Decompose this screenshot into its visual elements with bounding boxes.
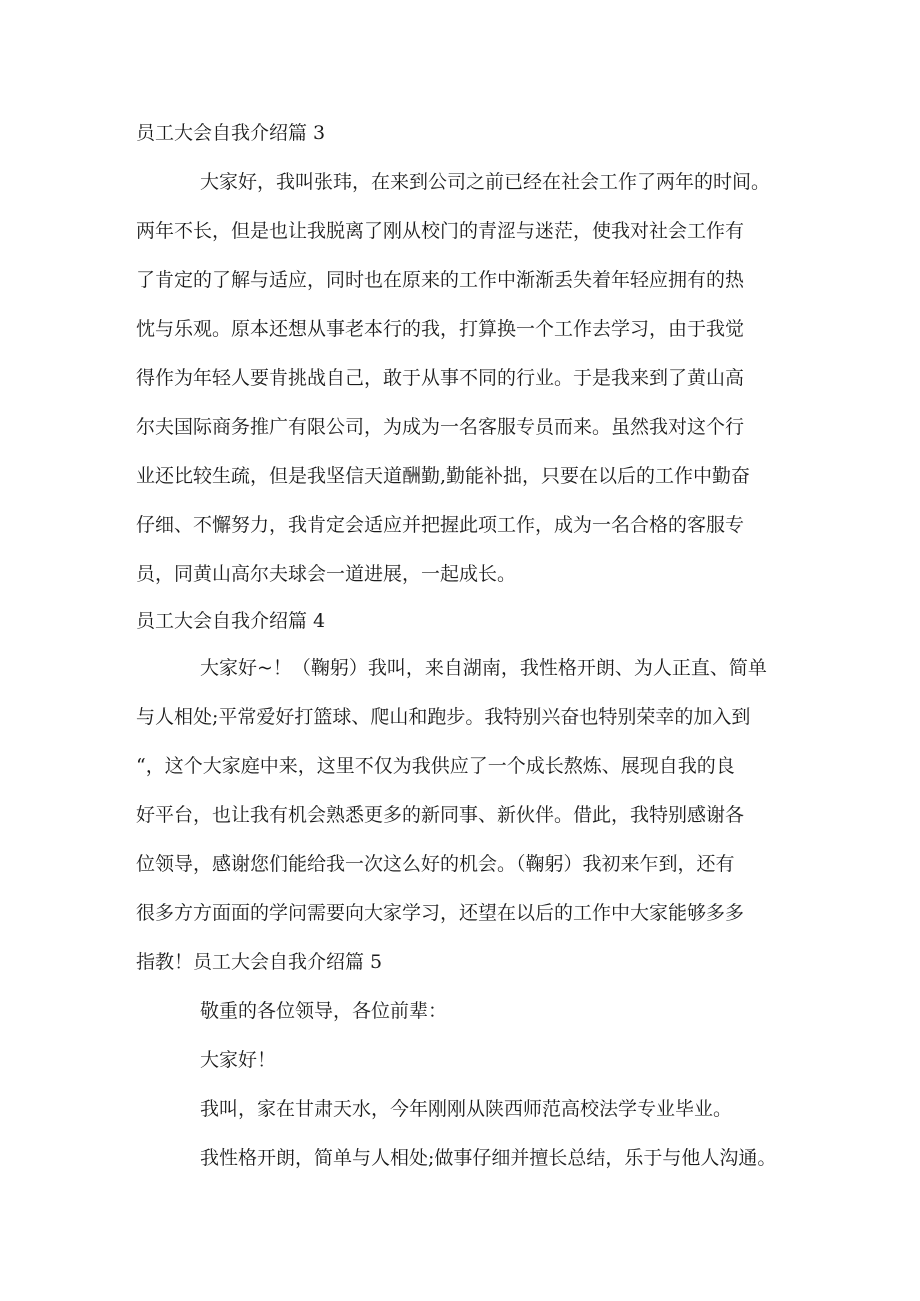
paragraph-line: 我叫，家在甘肃天水，今年刚刚从陕西师范高校法学专业毕业。 bbox=[200, 1098, 733, 1120]
paragraph-line: 敬重的各位领导，各位前辈： bbox=[200, 1000, 448, 1022]
paragraph-line: 两年不长，但是也让我脱离了刚从校门的青涩与迷茫，使我对社会工作有 bbox=[136, 220, 745, 242]
paragraph-line-with-heading-5: 指教！员工大会自我介绍篇 5 bbox=[136, 951, 383, 973]
paragraph-line: “，这个大家庭中来，这里不仅为我供应了一个成长熬炼、展现自我的良 bbox=[136, 755, 735, 777]
paragraph-line: 业还比较生疏，但是我坚信天道酬勤,勤能补拙，只要在以后的工作中勤奋 bbox=[136, 465, 751, 487]
paragraph-line: 了肯定的了解与适应，同时也在原来的工作中渐渐丢失着年轻应拥有的热 bbox=[136, 269, 745, 291]
section-heading-4: 员工大会自我介绍篇 4 bbox=[136, 610, 326, 632]
paragraph-line: 大家好，我叫张玮，在来到公司之前已经在社会工作了两年的时间。 bbox=[200, 171, 771, 193]
paragraph-line: 忱与乐观。原本还想从事老本行的我，打算换一个工作去学习，由于我觉 bbox=[136, 318, 745, 340]
paragraph-line: 员，同黄山高尔夫球会一道进展，一起成长。 bbox=[136, 563, 517, 585]
paragraph-line: 仔细、不懈努力，我肯定会适应并把握此项工作，成为一名合格的客服专 bbox=[136, 514, 745, 536]
paragraph-line: 大家好~！（鞠躬）我叫，来自湖南，我性格开朗、为人正直、简单 bbox=[200, 657, 767, 679]
paragraph-line: 大家好！ bbox=[200, 1049, 277, 1071]
paragraph-line: 我性格开朗，简单与人相处;做事仔细并擅长总结，乐于与他人沟通。 bbox=[200, 1147, 777, 1169]
paragraph-line: 位领导，感谢您们能给我一次这么好的机会。（鞠躬）我初来乍到，还有 bbox=[136, 853, 735, 875]
paragraph-line: 尔夫国际商务推广有限公司，为成为一名客服专员而来。虽然我对这个行 bbox=[136, 416, 745, 438]
section-heading-3: 员工大会自我介绍篇 3 bbox=[136, 122, 326, 144]
paragraph-line: 很多方方面面的学问需要向大家学习，还望在以后的工作中大家能够多多 bbox=[136, 902, 745, 924]
paragraph-line: 与人相处;平常爱好打篮球、爬山和跑步。我特别兴奋也特别荣幸的加入到 bbox=[136, 706, 751, 728]
paragraph-line: 得作为年轻人要肯挑战自己，敢于从事不同的行业。于是我来到了黄山高 bbox=[136, 367, 745, 389]
paragraph-line: 好平台，也让我有机会熟悉更多的新同事、新伙伴。借此，我特别感谢各 bbox=[136, 804, 745, 826]
